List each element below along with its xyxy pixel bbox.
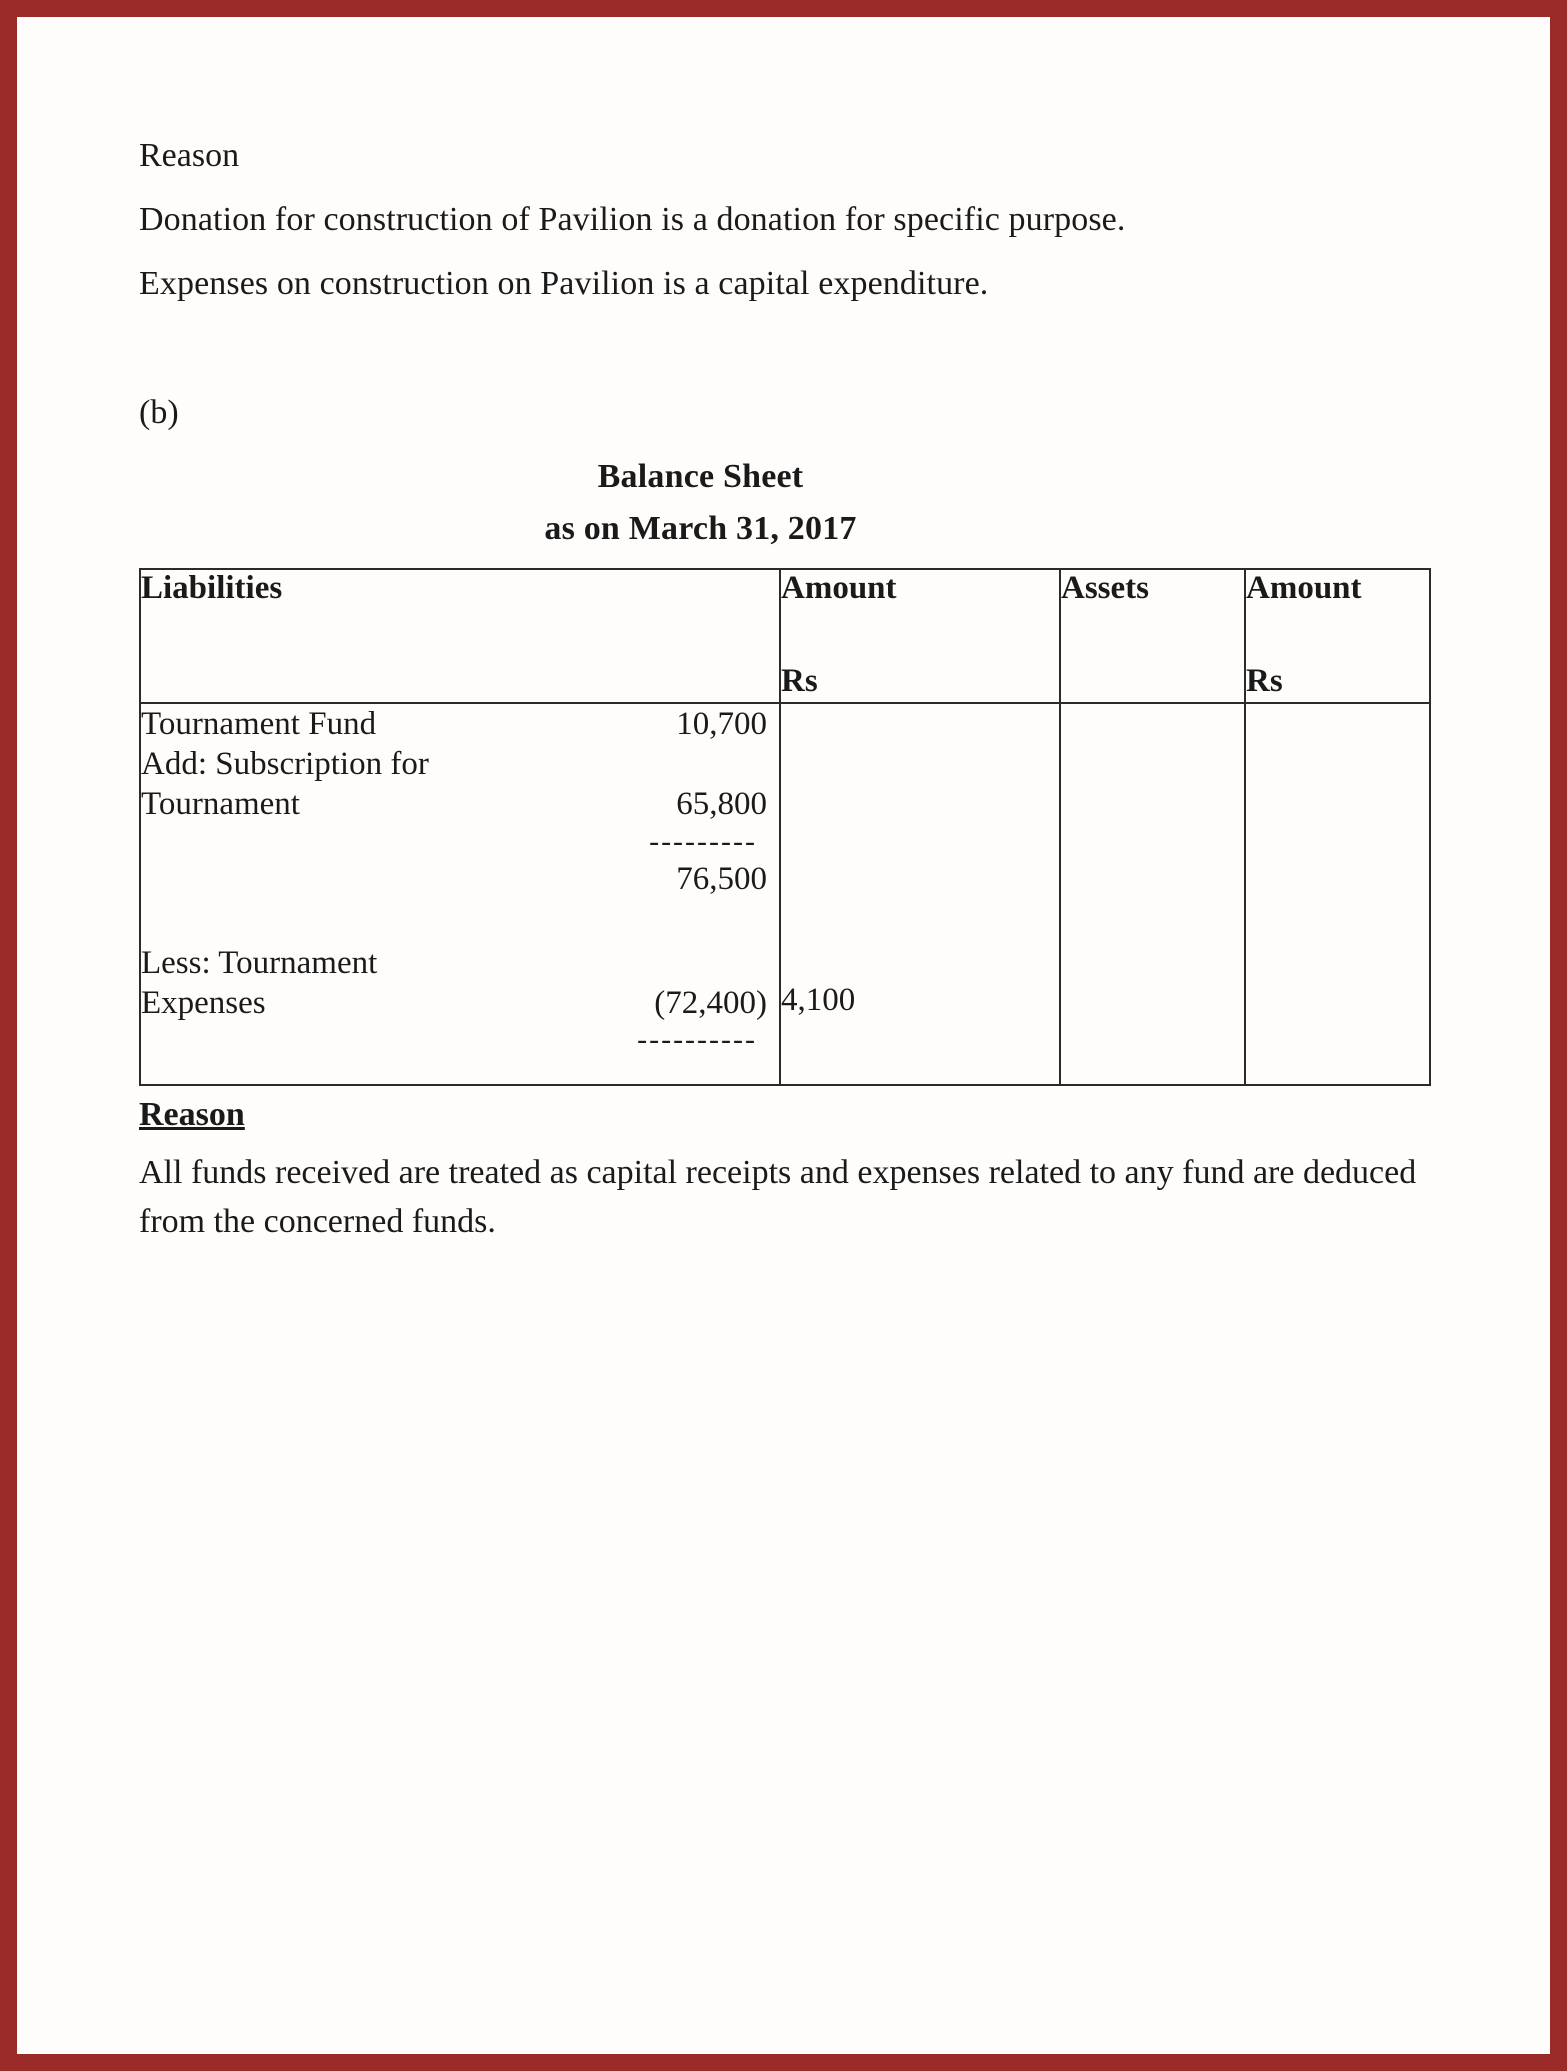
liab-total-rule: ---------- — [637, 1023, 757, 1057]
header-amount-left-unit: Rs — [781, 662, 818, 699]
reason-heading-top: Reason — [139, 137, 240, 174]
balance-sheet-table — [139, 568, 1431, 1086]
reason-heading-bottom: Reason — [139, 1095, 245, 1133]
liab-subtotal-value: 76,500 — [676, 860, 767, 897]
closing-paragraph: All funds received are treated as capital receipts and expenses related to any fund are deduced from the concerned funds. — [139, 1153, 1417, 1241]
liab-row-add-subscription — [141, 744, 779, 784]
liab-label: Tournament Fund — [141, 705, 377, 742]
header-amount-left-label: Amount — [781, 569, 897, 606]
header-amount-left — [780, 569, 1060, 703]
header-amount-right — [1245, 569, 1430, 703]
reason-line-2: Expenses on construction on Pavilion is a capital expenditure. — [139, 265, 989, 303]
liab-label: Add: Subscription for — [141, 746, 429, 783]
header-amount-right-label: Amount — [1246, 569, 1362, 606]
amount-right-cell — [1245, 703, 1430, 1085]
liab-amount: 10,700 — [676, 705, 767, 742]
liab-row-less-tournament — [141, 943, 779, 983]
header-assets-label: Assets — [1061, 569, 1149, 606]
liab-row-tournament-fund — [141, 704, 779, 744]
liab-label: Less: Tournament — [141, 944, 378, 981]
liabilities-cell — [140, 703, 780, 1085]
header-assets — [1060, 569, 1245, 703]
statement-title: Balance Sheet — [597, 457, 804, 495]
liab-row-expenses — [141, 983, 779, 1023]
header-liabilities — [140, 569, 780, 703]
section-label-b: (b) — [139, 393, 179, 431]
statement-subtitle: as on March 31, 2017 — [544, 509, 857, 547]
liab-row-tournament — [141, 784, 779, 824]
liab-label: Tournament — [141, 786, 300, 823]
liab-label: Expenses — [141, 985, 266, 1022]
liab-gap — [141, 899, 779, 943]
reason-line-1: Donation for construction of Pavilion is a donation for specific purpose. — [139, 201, 1126, 238]
amount-left-cell — [780, 703, 1060, 1085]
liab-amount: 65,800 — [676, 786, 767, 823]
vertical-spacer — [139, 320, 1432, 394]
header-amount-right-unit: Rs — [1246, 662, 1283, 699]
page-content — [14, 14, 1553, 2057]
liab-subtotal-rule: --------- — [649, 824, 757, 858]
assets-cell — [1060, 703, 1245, 1085]
header-liabilities-label: Liabilities — [141, 569, 283, 606]
liab-amount: (72,400) — [654, 985, 767, 1022]
liabilities-total-amount: 4,100 — [781, 981, 856, 1018]
table-body-row — [140, 703, 1430, 1085]
table-header-row — [140, 569, 1430, 703]
